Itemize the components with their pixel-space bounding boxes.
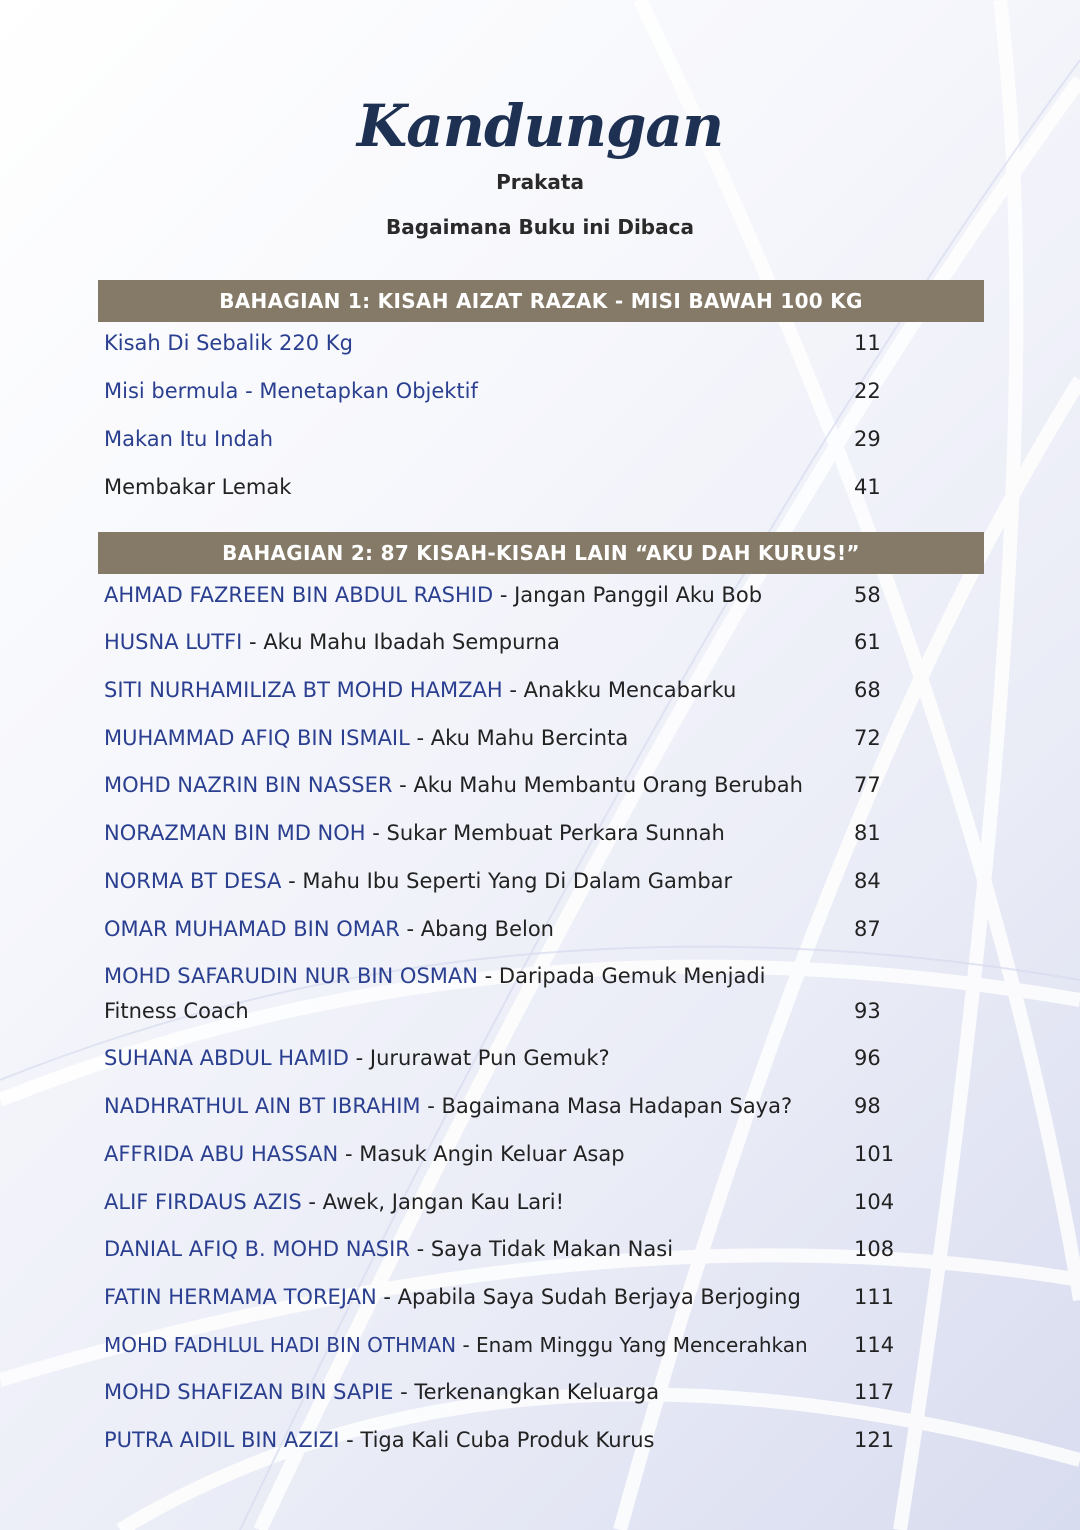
page-number: 84 — [854, 869, 881, 893]
toc-entry[interactable]: NORMA BT DESA - Mahu Ibu Seperti Yang Di Dalam Gambar — [104, 869, 733, 893]
intro-prakata[interactable]: Prakata — [496, 170, 584, 194]
page-number: 121 — [854, 1428, 895, 1452]
page-number: 117 — [854, 1380, 895, 1404]
toc-entry[interactable]: NADHRATHUL AIN BT IBRAHIM - Bagaimana Masa Hadapan Saya? — [104, 1094, 793, 1118]
toc-entry[interactable]: MOHD SAFARUDIN NUR BIN OSMAN - Daripada Gemuk Menjadi — [104, 964, 766, 988]
page-number: 58 — [854, 583, 881, 607]
page-number: 11 — [854, 331, 881, 355]
page-number: 111 — [854, 1285, 895, 1309]
page-number: 61 — [854, 630, 881, 654]
page-number: 68 — [854, 678, 881, 702]
toc-entry[interactable]: Misi bermula - Menetapkan Objektif — [104, 379, 478, 403]
toc-entry[interactable]: MOHD SHAFIZAN BIN SAPIE - Terkenangkan Keluarga — [104, 1380, 660, 1404]
page-number: 114 — [854, 1333, 895, 1357]
page-number: 72 — [854, 726, 881, 750]
page-number: 87 — [854, 917, 881, 941]
toc-entry[interactable]: NORAZMAN BIN MD NOH - Sukar Membuat Perkara Sunnah — [104, 821, 725, 845]
toc-entry[interactable]: FATIN HERMAMA TOREJAN - Apabila Saya Sudah Berjaya Berjoging — [104, 1285, 801, 1309]
page-number: 101 — [854, 1142, 895, 1166]
toc-entry-continuation[interactable]: Fitness Coach — [104, 999, 249, 1023]
toc-entry[interactable]: ALIF FIRDAUS AZIS - Awek, Jangan Kau Lari! — [104, 1190, 565, 1214]
toc-entry[interactable]: MOHD FADHLUL HADI BIN OTHMAN - Enam Minggu Yang Mencerahkan — [104, 1333, 808, 1357]
page-number: 29 — [854, 427, 881, 451]
page-number: 77 — [854, 773, 881, 797]
toc-entry[interactable]: DANIAL AFIQ B. MOHD NASIR - Saya Tidak Makan Nasi — [104, 1237, 674, 1261]
page-number: 22 — [854, 379, 881, 403]
toc-entry[interactable]: Membakar Lemak — [104, 475, 292, 499]
toc-entry[interactable]: AHMAD FAZREEN BIN ABDUL RASHID - Jangan Panggil Aku Bob — [104, 583, 763, 607]
page-number: 104 — [854, 1190, 895, 1214]
toc-entry[interactable]: SITI NURHAMILIZA BT MOHD HAMZAH - Anakku Mencabarku — [104, 678, 737, 702]
toc-entry[interactable]: AFFRIDA ABU HASSAN - Masuk Angin Keluar Asap — [104, 1142, 625, 1166]
intro-how-to-read[interactable]: Bagaimana Buku ini Dibaca — [386, 215, 694, 239]
section2-header: BAHAGIAN 2: 87 KISAH-KISAH LAIN “AKU DAH KURUS!” — [98, 532, 984, 574]
toc-entry[interactable]: MUHAMMAD AFIQ BIN ISMAIL - Aku Mahu Bercinta — [104, 726, 629, 750]
toc-entry[interactable]: MOHD NAZRIN BIN NASSER - Aku Mahu Membantu Orang Berubah — [104, 773, 803, 797]
page-title: Kandungan — [356, 92, 724, 160]
toc-entry[interactable]: OMAR MUHAMAD BIN OMAR - Abang Belon — [104, 917, 554, 941]
page-number: 41 — [854, 475, 881, 499]
page-number: 108 — [854, 1237, 895, 1261]
toc-entry[interactable]: PUTRA AIDIL BIN AZIZI - Tiga Kali Cuba Produk Kurus — [104, 1428, 655, 1452]
page-number: 81 — [854, 821, 881, 845]
toc-entry[interactable]: Makan Itu Indah — [104, 427, 274, 451]
toc-entry[interactable]: HUSNA LUTFI - Aku Mahu Ibadah Sempurna — [104, 630, 560, 654]
section1-header: BAHAGIAN 1: KISAH AIZAT RAZAK - MISI BAWAH 100 KG — [98, 280, 984, 322]
toc-entry[interactable]: SUHANA ABDUL HAMID - Jururawat Pun Gemuk? — [104, 1046, 610, 1070]
toc-entry[interactable]: Kisah Di Sebalik 220 Kg — [104, 331, 353, 355]
page-number: 93 — [854, 999, 881, 1023]
page-number: 98 — [854, 1094, 881, 1118]
page-number: 96 — [854, 1046, 881, 1070]
